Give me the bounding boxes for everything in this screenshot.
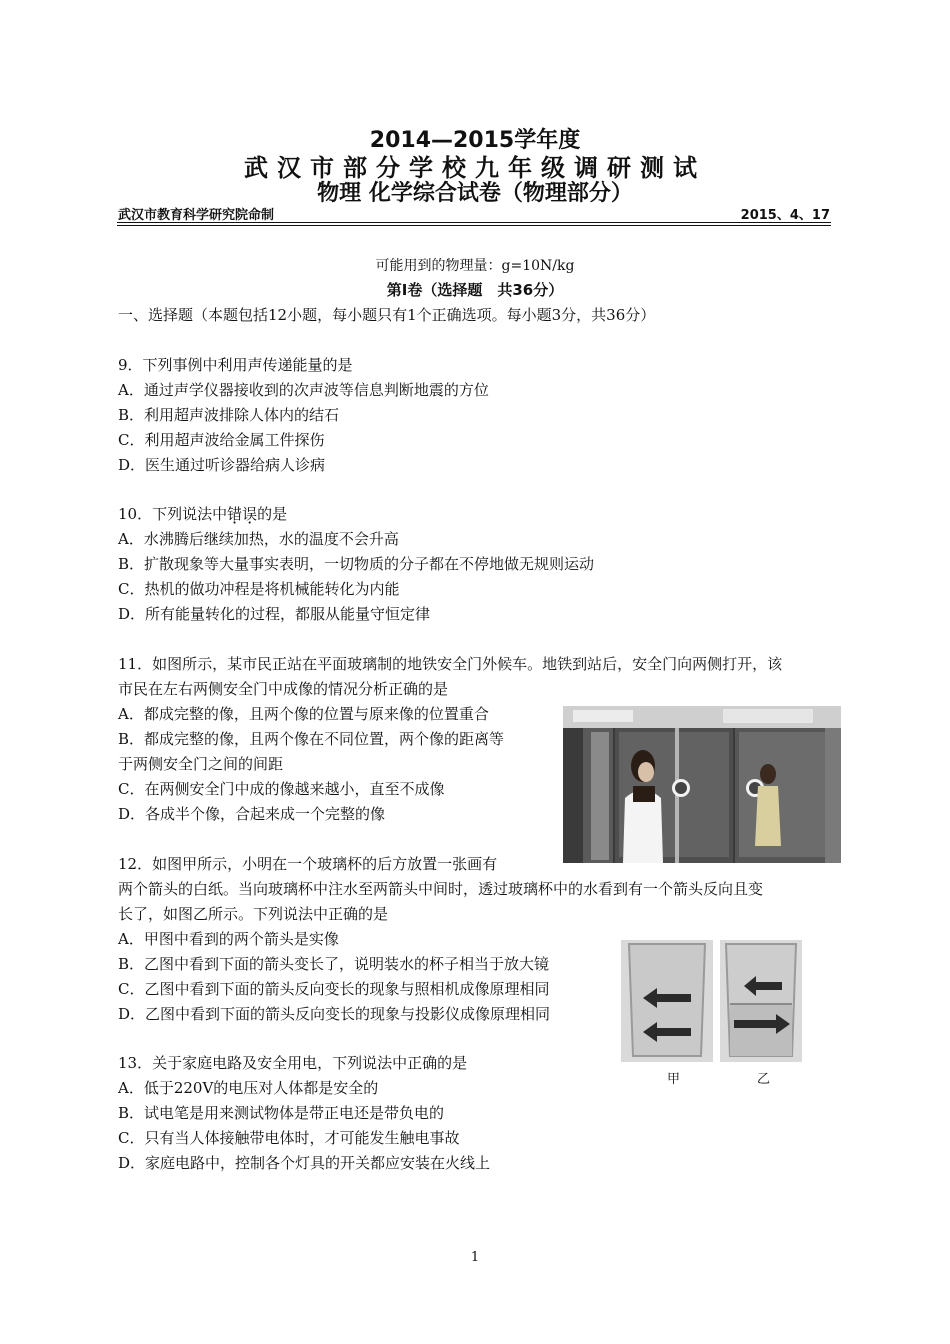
figure-label-jia: 甲 <box>667 1072 681 1087</box>
q9-stem: 9．下列事例中利用声传递能量的是 <box>118 356 353 374</box>
constants-line: 可能用到的物理量：g=10N/kg <box>375 258 575 274</box>
q13-option-b: B．试电笔是用来测试物体是带正电还是带负电的 <box>118 1104 445 1122</box>
paper-title: 物理 化学综合试卷（物理部分） <box>317 181 633 206</box>
glass-arrows-jia <box>621 940 713 1062</box>
q11-option-b-line2: 于两侧安全门之间的间距 <box>118 755 284 773</box>
glass-photo-yi <box>720 940 802 1062</box>
page-number: 1 <box>470 1250 480 1265</box>
q11-option-c: C．在两侧安全门中成的像越来越小，直至不成像 <box>118 780 445 798</box>
q11-stem-line2: 市民在左右两侧安全门中成像的情况分析正确的是 <box>118 680 449 698</box>
q11-stem-line1: 11．如图所示，某市民正站在平面玻璃制的地铁安全门外候车。地铁到站后，安全门向两侧打开，该 <box>118 655 783 673</box>
subway-door-photo <box>563 706 841 863</box>
emphasis-char: 误 <box>242 505 258 523</box>
q13-stem: 13．关于家庭电路及安全用电，下列说法中正确的是 <box>118 1054 468 1072</box>
q10-option-c: C．热机的做功冲程是将机械能转化为内能 <box>118 580 400 598</box>
exam-title: 武汉市部分学校九年级调研测试 <box>244 154 706 182</box>
part-title: 第Ⅰ卷（选择题 共36分） <box>386 281 564 299</box>
q10-option-b: B．扩散现象等大量事实表明，一切物质的分子都在不停地做无规则运动 <box>118 555 595 573</box>
q12-option-b: B．乙图中看到下面的箭头变长了，说明装水的杯子相当于放大镜 <box>118 955 550 973</box>
q10-option-a: A．水沸腾后继续加热，水的温度不会升高 <box>118 530 399 548</box>
q12-stem-line1: 12．如图甲所示，小明在一个玻璃杯的后方放置一张画有 <box>118 855 498 873</box>
q12-option-d: D．乙图中看到下面的箭头反向变长的现象与投影仪成像原理相同 <box>118 1005 551 1023</box>
q11-option-d: D．各成半个像，合起来成一个完整的像 <box>118 805 386 823</box>
exam-date: 2015、4、17 <box>740 208 830 223</box>
q11-option-b-line1: B．都成完整的像，且两个像在不同位置，两个像的距离等 <box>118 730 505 748</box>
q11-option-a: A．都成完整的像，且两个像的位置与原来像的位置重合 <box>118 705 489 723</box>
glass-arrows-yi <box>720 940 802 1062</box>
header-rule <box>117 225 831 226</box>
q9-option-c: C．利用超声波给金属工件探伤 <box>118 431 325 449</box>
q13-option-c: C．只有当人体接触带电体时，才可能发生触电事故 <box>118 1129 460 1147</box>
q13-option-d: D．家庭电路中，控制各个灯具的开关都应安装在火线上 <box>118 1154 491 1172</box>
q10-option-d: D．所有能量转化的过程，都服从能量守恒定律 <box>118 605 431 623</box>
q13-option-a: A．低于220V的电压对人体都是安全的 <box>118 1079 379 1097</box>
q12-option-c: C．乙图中看到下面的箭头反向变长的现象与照相机成像原理相同 <box>118 980 550 998</box>
section-intro: 一、选择题（本题包括12小题，每小题只有1个正确选项。每小题3分，共36分） <box>118 306 656 324</box>
q10-stem-pre: 10．下列说法中 <box>118 505 228 523</box>
q9-option-b: B．利用超声波排除人体内的结石 <box>118 406 340 424</box>
q9-option-a: A．通过声学仪器接收到的次声波等信息判断地震的方位 <box>118 381 489 399</box>
q9-option-d: D．医生通过听诊器给病人诊病 <box>118 456 326 474</box>
figure-label-yi: 乙 <box>757 1072 771 1087</box>
q12-stem-line3: 长了，如图乙所示。下列说法中正确的是 <box>118 905 389 923</box>
q10-stem-post: 的是 <box>257 505 288 523</box>
subway-door-illustration <box>563 706 841 863</box>
year-title: 2014—2015学年度 <box>369 128 581 153</box>
header-rule <box>117 222 831 223</box>
issuer: 武汉市教育科学研究院命制 <box>118 208 275 223</box>
emphasis-char: 错 <box>227 505 243 523</box>
glass-photo-jia <box>621 940 713 1062</box>
q12-stem-line2: 两个箭头的白纸。当向玻璃杯中注水至两箭头中间时，透过玻璃杯中的水看到有一个箭头反向且变 <box>118 880 764 898</box>
q12-option-a: A．甲图中看到的两个箭头是实像 <box>118 930 339 948</box>
q10-stem <box>118 503 287 524</box>
